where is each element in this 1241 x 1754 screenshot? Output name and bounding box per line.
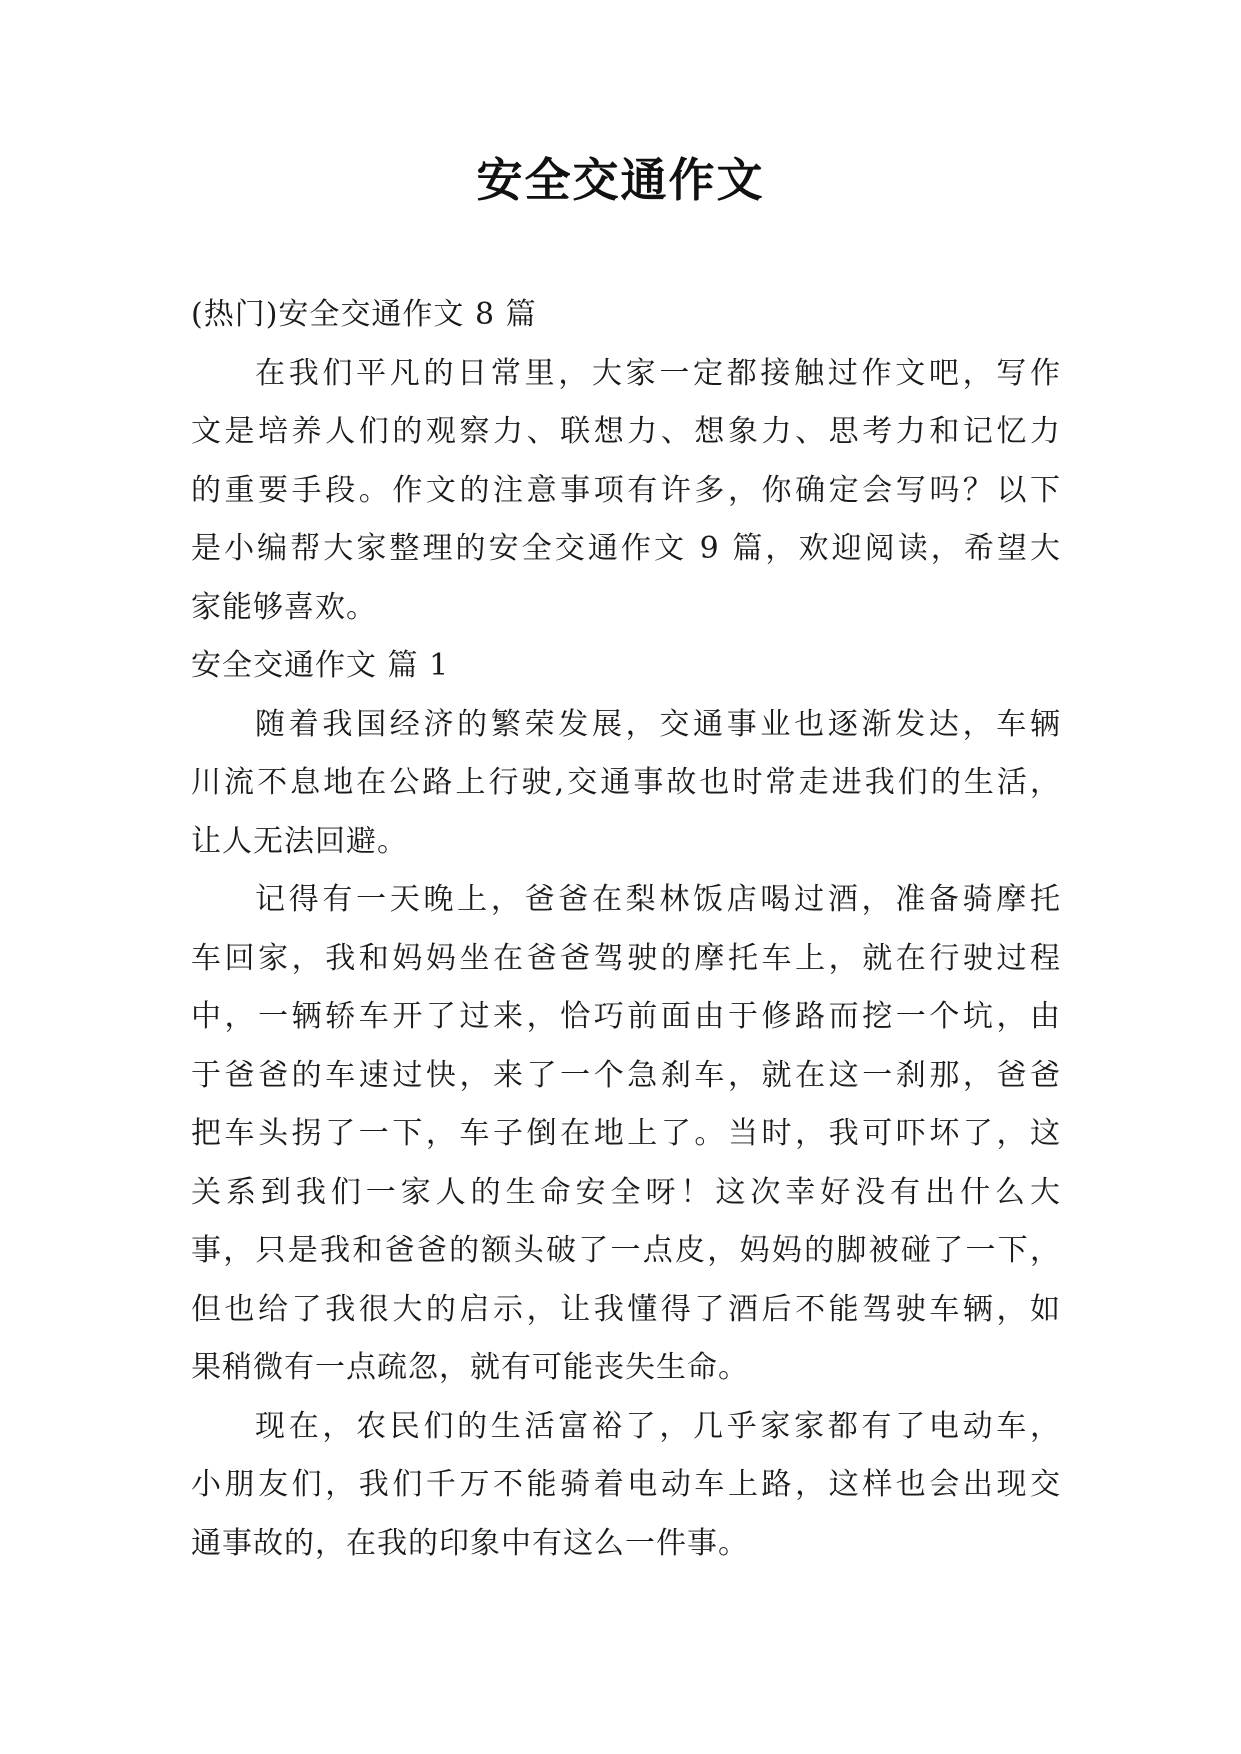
paragraph-line: 果稍微有一点疏忽，就有可能丧失生命。 (191, 1350, 749, 1385)
intro-line: 的重要手段。作文的注意事项有许多，你确定会写吗？以下 (191, 472, 1061, 508)
paragraph-line: 川流不息地在公路上行驶,交通事故也时常走进我们的生活， (191, 765, 1061, 800)
paragraph-line: 让人无法回避。 (191, 823, 408, 859)
paragraph-line: 中，一辆轿车开了过来，恰巧前面由于修路而挖一个坑，由 (191, 999, 1061, 1034)
paragraph-line: 随着我国经济的繁荣发展，交通事业也逐渐发达，车辆 (255, 706, 1061, 742)
paragraph-line: 通事故的，在我的印象中有这么一件事。 (191, 1525, 749, 1561)
paragraph-line: 记得有一天晚上，爸爸在梨林饭店喝过酒，准备骑摩托 (255, 882, 1061, 917)
document-body (191, 286, 1061, 1573)
paragraph-line: 关系到我们一家人的生命安全呀！这次幸好没有出什么大 (191, 1174, 1061, 1210)
intro-line: 家能够喜欢。 (191, 589, 377, 625)
paragraph-line: 车回家，我和妈妈坐在爸爸驾驶的摩托车上，就在行驶过程 (191, 940, 1061, 976)
paragraph-line: 但也给了我很大的启示，让我懂得了酒后不能驾驶车辆，如 (191, 1291, 1061, 1327)
section-heading: 安全交通作文 篇 1 (191, 648, 450, 683)
paragraph-line: 现在，农民们的生活富裕了，几乎家家都有了电动车， (255, 1408, 1061, 1444)
paragraph-line: 小朋友们，我们千万不能骑着电动车上路，这样也会出现交 (191, 1467, 1061, 1502)
document-subtitle: (热门)安全交通作文 8 篇 (191, 297, 537, 332)
paragraph-line: 把车头拐了一下，车子倒在地上了。当时，我可吓坏了，这 (191, 1116, 1061, 1151)
paragraph-line: 事，只是我和爸爸的额头破了一点皮，妈妈的脚被碰了一下， (191, 1233, 1061, 1268)
paragraph-line: 于爸爸的车速过快，来了一个急刹车，就在这一刹那，爸爸 (191, 1057, 1061, 1093)
intro-line: 在我们平凡的日常里，大家一定都接触过作文吧，写作 (255, 355, 1061, 391)
intro-line: 是小编帮大家整理的安全交通作文 9 篇，欢迎阅读，希望大 (191, 531, 1061, 566)
document-title: 安全交通作文 (476, 153, 765, 207)
intro-line: 文是培养人们的观察力、联想力、想象力、思考力和记忆力 (191, 414, 1061, 449)
